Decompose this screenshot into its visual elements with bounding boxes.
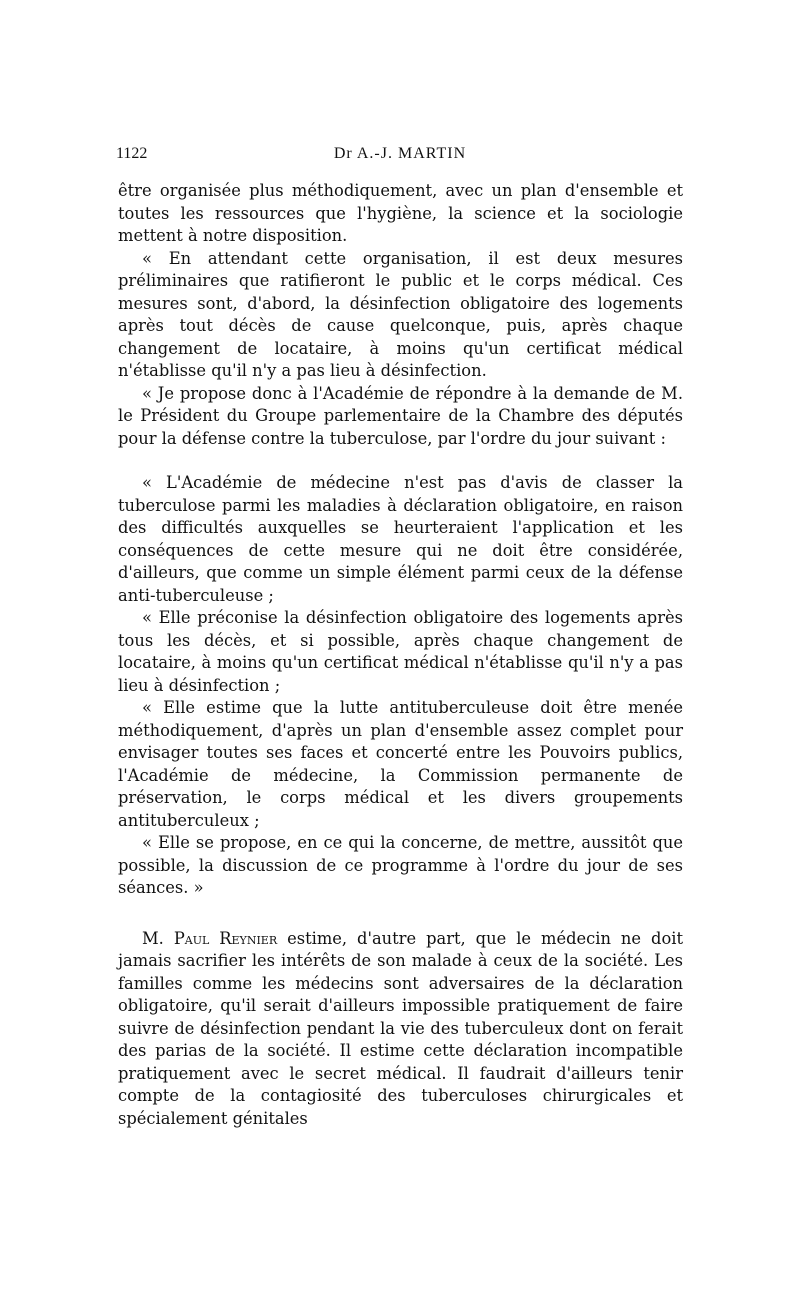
section-gap xyxy=(118,450,683,472)
resolution-disinfection: « Elle préconise la désinfection obligatoire des logements après tous les décès, et si possible, après chaque changement de locataire, à moins qu'un certificat médical n'établisse qu'il n'y a pas lieu à désinfection ; xyxy=(118,608,683,695)
reynier-statement: estime, d'autre part, que le médecin ne doit jamais sacrifier les intérêts de son malade à ceux de la société. Les familles comme les médecins sont adversaires de la déclaration obligatoire, qu'il serait d'ailleurs impossible pratiquement de faire suivre de désinfection pendant la vie des tuberculeux dont on ferait des parias de la société. Il estime cette déclaration incompatible pratiquement avec le secret médical. Il faudrait d'ailleurs tenir compte de la contagiosité des tuberculoses chirurgicales et spécialement génitales xyxy=(118,928,683,1128)
body-text xyxy=(118,180,683,1130)
page-header xyxy=(116,145,684,169)
paragraph-reynier xyxy=(118,928,683,1131)
resolution-agenda: « Elle se propose, en ce qui la concerne, de mettre, aussitôt que possible, la discussion de ce programme à l'ordre du jour de ses séances. » xyxy=(118,833,683,897)
resolution-declaration: « L'Académie de médecine n'est pas d'avis de classer la tuberculose parmi les maladies à déclaration obligatoire, en raison des difficultés auxquelles se heurteraient l'application et les conséquences de cette mesure qui ne doit être considérée, d'ailleurs, que comme un simple élément parmi ceux de la défense anti-tuberculeuse ; xyxy=(118,473,683,605)
page-number: 1122 xyxy=(116,145,148,162)
speaker-name: M. Paul Reynier xyxy=(142,928,278,948)
paragraph-continuation: être organisée plus méthodiquement, avec un plan d'ensemble et toutes les ressources que l'hygiène, la science et la sociologie mettent à notre disposition. xyxy=(118,181,683,245)
section-gap xyxy=(118,900,683,928)
resolution-antituberculosis-plan: « Elle estime que la lutte antituberculeuse doit être menée méthodiquement, d'après un plan d'ensemble assez complet pour envisager toutes ses faces et concerté entre les Pouvoirs publics, l'Académie de médecine, la Commission permanente de préservation, le corps médical et les divers groupements antituberculeux ; xyxy=(118,698,683,830)
paragraph-preliminary-measures: « En attendant cette organisation, il est deux mesures préliminaires que ratifieront le public et le corps médical. Ces mesures sont, d'abord, la désinfection obligatoire des logements après tout décès de cause quelconque, puis, après chaque changement de locataire, à moins qu'un certificat médical n'établisse qu'il n'y a pas lieu à désinfection. xyxy=(118,248,683,380)
running-head: Dr A.-J. MARTIN xyxy=(333,145,467,162)
paragraph-proposal: « Je propose donc à l'Académie de répondre à la demande de M. le Président du Groupe parlementaire de la Chambre des députés pour la défense contre la tuberculose, par l'ordre du jour suivant : xyxy=(118,383,683,448)
